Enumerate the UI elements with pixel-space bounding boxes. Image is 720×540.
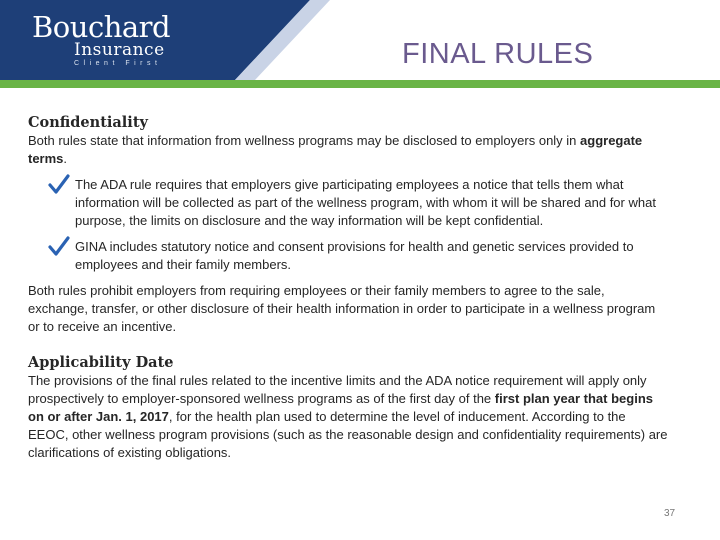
confidentiality-intro <box>28 132 668 168</box>
confidentiality-bullets <box>28 176 668 274</box>
company-logo <box>32 12 170 70</box>
slide-header <box>0 0 720 90</box>
list-item <box>28 176 668 230</box>
applicability-text-a: The provisions of the final rules related to the incentive limits and the ADA notice requirement will apply only prospectively to employer-sponsored wellness programs as of the first day of the <box>28 373 647 406</box>
checkmark-icon <box>48 174 70 196</box>
page-number: 37 <box>664 508 676 519</box>
logo-brand-name: Bouchard <box>32 10 171 44</box>
list-item <box>28 238 668 274</box>
applicability-text <box>28 372 668 462</box>
logo-brand-sub: Insurance <box>74 40 165 60</box>
bullet-text: The ADA rule requires that employers give participating employees a notice that tells them what information will be collected as part of the wellness program, with whom it will be shared and for what purpose, the limits on disclosure and the way information will be kept confidential. <box>75 177 656 228</box>
slide-body <box>28 114 668 462</box>
confidentiality-heading: Confidentiality <box>28 114 148 131</box>
intro-text-bold: aggregate terms <box>28 133 643 166</box>
slide-title: FINAL RULES <box>402 38 594 70</box>
applicability-text-c: , for the health plan used to determine the level of inducement. According to the EEOC, other wellness program provisions (such as the reasonable design and confidentiality requirements) are clarifications of existing obligations. <box>28 409 668 460</box>
logo-tagline: Client First <box>74 60 162 67</box>
confidentiality-closing: Both rules prohibit employers from requiring employees or their family members to agree to the sale, exchange, transfer, or other disclosure of their health information in order to participate in a wellness program or to receive an incentive. <box>28 283 656 334</box>
applicability-heading: Applicability Date <box>28 354 174 371</box>
logo-panel <box>0 0 330 80</box>
intro-text-c: . <box>63 151 68 166</box>
intro-text-a: Both rules state that information from wellness programs may be disclosed to employers only in <box>28 133 581 148</box>
applicability-section <box>28 354 668 462</box>
bullet-text: GINA includes statutory notice and consent provisions for health and genetic services provided to employees and their family members. <box>75 239 634 272</box>
accent-divider <box>0 80 720 88</box>
checkmark-icon <box>48 236 70 258</box>
applicability-text-bold: first plan year that begins on or after Jan. 1, 2017 <box>28 391 653 424</box>
